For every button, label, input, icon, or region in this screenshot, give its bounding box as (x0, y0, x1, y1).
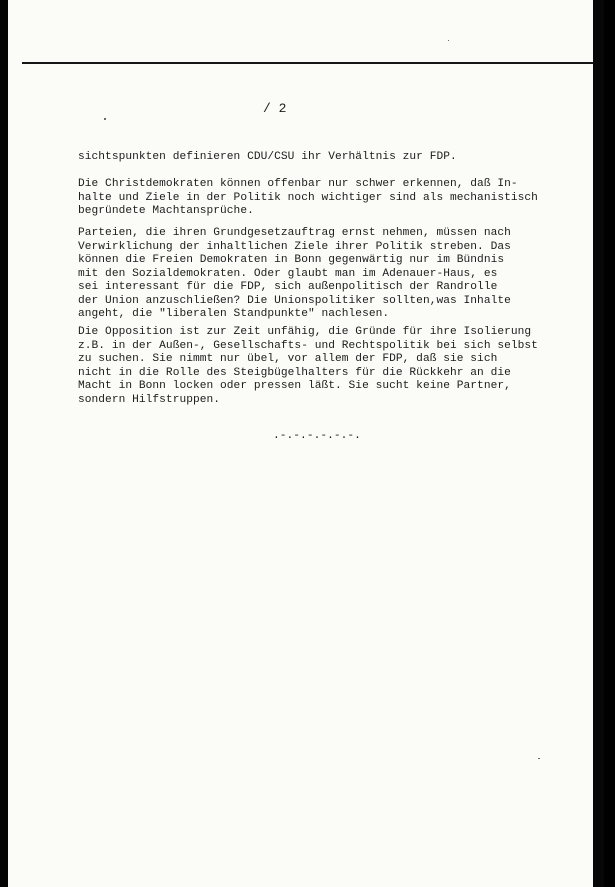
paragraph-3: Parteien, die ihren Grundgesetzauftrag ernst nehmen, müssen nach Verwirklichung der inhaltlichen Ziele ihrer Politik streben. Das können die Freien Demokraten in Bonn gegenwärtig nur im Bündnis mit den Sozialdemokraten. Oder glaubt man im Adenauer-Haus, es sei interessant für die FDP, sich außenpolitisch der Randrolle der Union anzuschließen? Die Unionspolitiker sollten,was Inhalte angeht, die "liberalen Standpunkte" nachlesen. (78, 227, 511, 320)
paragraph-4: Die Opposition ist zur Zeit unfähig, die Gründe für ihre Isolierung z.B. in der Außen-, Gesellschafts- und Rechtspolitik bei sich selbst zu suchen. Sie nimmt nur übel, vor allem der FDP, daß sie sich nicht in die Rolle des Steigbügelhalters für die Rückkehr an die Macht in Bonn locken oder pressen läßt. Sie sucht keine Partner, sondern Hilfstruppen. (78, 326, 538, 406)
scan-speck (448, 40, 449, 41)
scan-speck (538, 758, 540, 759)
scan-right-edge (593, 0, 604, 887)
page-number: / 2 (263, 101, 287, 116)
scan-speck (104, 118, 106, 120)
end-marker: .-.-.-.-.-.-. (273, 430, 361, 442)
header-rule (22, 62, 600, 64)
document-page (8, 0, 604, 887)
scan-left-edge (0, 0, 8, 887)
paragraph-2: Die Christdemokraten können offenbar nur schwer erkennen, daß In- halte und Ziele in der Politik noch wichtiger sind als mechanistisch begründete Machtansprüche. (78, 178, 538, 217)
paragraph-1: sichtspunkten definieren CDU/CSU ihr Verhältnis zur FDP. (78, 151, 457, 163)
